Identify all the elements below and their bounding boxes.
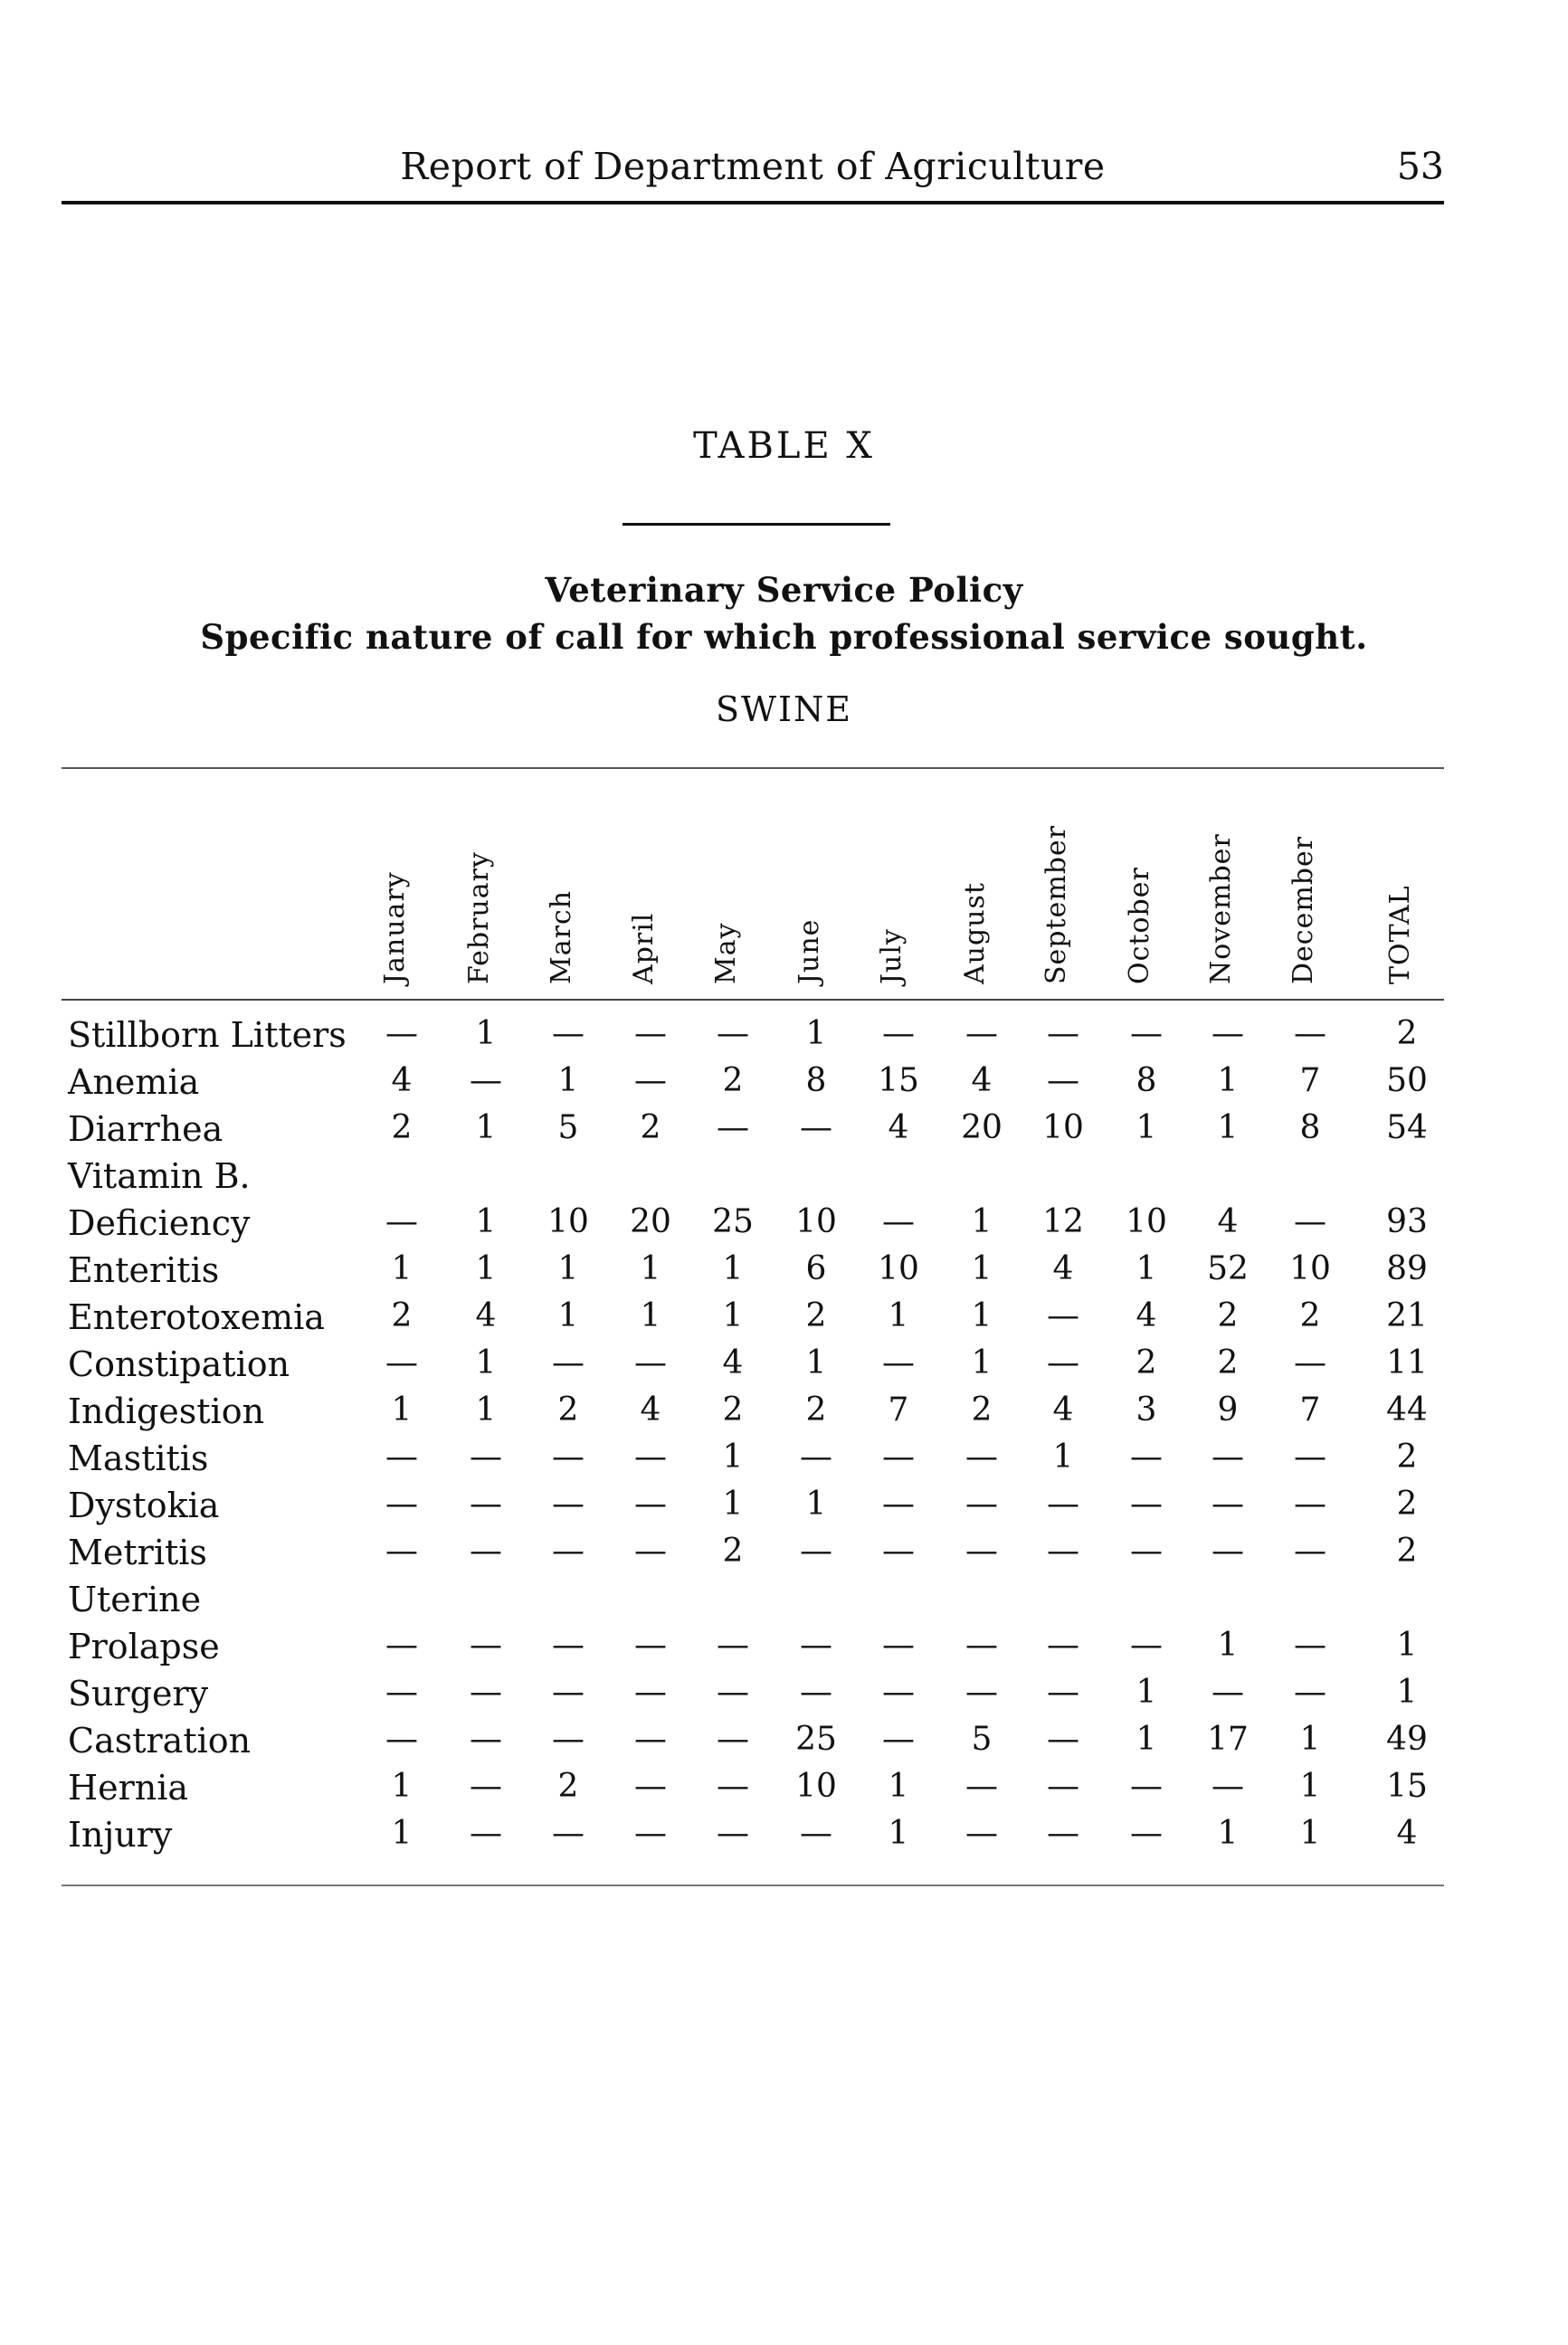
- page-number: 53: [1396, 145, 1444, 188]
- row-label: Stillborn Litters: [68, 1015, 347, 1055]
- table-cell: —: [1294, 1344, 1326, 1381]
- table-cell: —: [1130, 1438, 1163, 1476]
- table-cell: —: [800, 1438, 832, 1476]
- table-cell: —: [385, 1721, 418, 1758]
- table-cell: —: [882, 1203, 915, 1240]
- table-cell: —: [634, 1815, 667, 1852]
- table-cell: —: [1212, 1486, 1244, 1523]
- table-cell: —: [965, 1674, 998, 1711]
- table-cell: 54: [1386, 1109, 1428, 1146]
- table-cell: 4: [640, 1391, 661, 1429]
- table-row: [0, 1580, 1568, 1627]
- table-cell: 12: [1042, 1203, 1084, 1240]
- table-cell: —: [470, 1438, 502, 1476]
- table-cell: —: [717, 1721, 749, 1758]
- table-cell: 1: [557, 1250, 579, 1287]
- table-cell: 4: [1217, 1203, 1239, 1240]
- row-label: Diarrhea: [68, 1109, 223, 1149]
- row-label: Dystokia: [68, 1486, 220, 1525]
- row-label: Uterine: [68, 1580, 202, 1619]
- table-cell: 1: [971, 1344, 993, 1381]
- table-cell: —: [1047, 1297, 1079, 1334]
- table-cell: 1: [971, 1203, 993, 1240]
- row-label: Surgery: [68, 1674, 209, 1714]
- table-cell: 1: [722, 1250, 744, 1287]
- table-cell: —: [882, 1015, 915, 1052]
- table-cell: 10: [1289, 1250, 1331, 1287]
- table-cell: 1: [391, 1815, 413, 1852]
- table-cell: 1: [971, 1250, 993, 1287]
- table-cell: —: [385, 1203, 418, 1240]
- table-cell: 7: [888, 1391, 909, 1429]
- table-row: [0, 1156, 1568, 1203]
- table-cell: 3: [1136, 1391, 1157, 1429]
- table-cell: 1: [475, 1250, 497, 1287]
- table-cell: —: [634, 1768, 667, 1805]
- table-title: TABLE X: [693, 425, 875, 467]
- table-cell: 93: [1386, 1203, 1428, 1240]
- column-header-label: October: [1124, 867, 1155, 984]
- table-cell: —: [965, 1768, 998, 1805]
- table-cell: 1: [1217, 1062, 1239, 1099]
- table-cell: —: [965, 1815, 998, 1852]
- table-cell: —: [965, 1015, 998, 1052]
- table-cell: 1: [557, 1297, 579, 1334]
- table-cell: 8: [805, 1062, 827, 1099]
- table-cell: 1: [557, 1062, 579, 1099]
- table-cell: —: [1130, 1533, 1163, 1570]
- table-cell: —: [552, 1438, 584, 1476]
- table-cell: 4: [475, 1297, 497, 1334]
- table-cell: 2: [1136, 1344, 1157, 1381]
- table-cell: 2: [722, 1391, 744, 1429]
- table-cell: —: [1047, 1768, 1079, 1805]
- table-cell: 1: [1217, 1109, 1239, 1146]
- table-cell: 20: [630, 1203, 671, 1240]
- column-header-label: January: [379, 871, 411, 984]
- table-subtitle: Veterinary Service Policy: [545, 570, 1023, 610]
- table-cell: —: [1294, 1015, 1326, 1052]
- table-cell: —: [385, 1674, 418, 1711]
- column-header-label: March: [546, 889, 577, 984]
- column-header-label: May: [710, 922, 742, 984]
- table-cell: —: [1294, 1533, 1326, 1570]
- table-cell: 50: [1386, 1062, 1428, 1099]
- table-cell: 1: [1299, 1721, 1321, 1758]
- table-cell: 4: [722, 1344, 744, 1381]
- row-label: Enterotoxemia: [68, 1297, 325, 1337]
- table-cell: —: [634, 1438, 667, 1476]
- table-cell: 49: [1386, 1721, 1428, 1758]
- table-cell: —: [1130, 1486, 1163, 1523]
- table-cell: 44: [1386, 1391, 1428, 1429]
- table-cell: 52: [1207, 1250, 1249, 1287]
- row-label: Indigestion: [68, 1391, 265, 1431]
- column-header-label: June: [794, 918, 825, 984]
- table-cell: 5: [971, 1721, 993, 1758]
- table-cell: —: [470, 1674, 502, 1711]
- row-label: Prolapse: [68, 1627, 220, 1666]
- table-cell: —: [552, 1815, 584, 1852]
- row-label: Metritis: [68, 1533, 207, 1572]
- title-divider: [622, 523, 890, 526]
- table-cell: —: [552, 1533, 584, 1570]
- table-cell: 1: [475, 1391, 497, 1429]
- table-cell: 15: [1386, 1768, 1428, 1805]
- table-cell: —: [717, 1109, 749, 1146]
- table-cell: —: [882, 1438, 915, 1476]
- table-cell: 1: [1136, 1674, 1157, 1711]
- table-cell: 1: [1396, 1627, 1418, 1664]
- table-cell: —: [1047, 1344, 1079, 1381]
- table-cell: 8: [1136, 1062, 1157, 1099]
- table-cell: 1: [805, 1486, 827, 1523]
- table-description: Specific nature of call for which professional service sought.: [200, 617, 1368, 657]
- table-cell: —: [717, 1674, 749, 1711]
- table-cell: 1: [1299, 1768, 1321, 1805]
- table-cell: —: [470, 1062, 502, 1099]
- table-cell: —: [385, 1533, 418, 1570]
- row-label: Vitamin B.: [68, 1156, 251, 1196]
- table-cell: 2: [1396, 1015, 1418, 1052]
- table-cell: —: [1047, 1533, 1079, 1570]
- table-cell: 2: [1217, 1297, 1239, 1334]
- table-row: [0, 1015, 1568, 1062]
- table-cell: —: [1047, 1815, 1079, 1852]
- table-cell: 2: [722, 1062, 744, 1099]
- row-label: Mastitis: [68, 1438, 209, 1478]
- table-row: [0, 1768, 1568, 1815]
- table-cell: 1: [805, 1015, 827, 1052]
- table-cell: 2: [1396, 1438, 1418, 1476]
- table-bottom-rule: [62, 1885, 1444, 1886]
- table-cell: —: [552, 1344, 584, 1381]
- table-cell: 89: [1386, 1250, 1428, 1287]
- table-cell: 4: [888, 1109, 909, 1146]
- table-cell: —: [634, 1533, 667, 1570]
- table-cell: 1: [391, 1768, 413, 1805]
- table-cell: —: [552, 1486, 584, 1523]
- table-cell: 6: [805, 1250, 827, 1287]
- table-cell: —: [1047, 1486, 1079, 1523]
- table-cell: 10: [795, 1768, 837, 1805]
- table-cell: 10: [1042, 1109, 1084, 1146]
- table-cell: —: [1294, 1438, 1326, 1476]
- table-cell: 1: [1136, 1109, 1157, 1146]
- table-cell: 25: [712, 1203, 754, 1240]
- section-heading: SWINE: [715, 689, 853, 729]
- table-cell: 1: [475, 1015, 497, 1052]
- row-label: Hernia: [68, 1768, 189, 1808]
- table-cell: 10: [1126, 1203, 1167, 1240]
- column-header-label: November: [1205, 833, 1237, 984]
- table-row: [0, 1815, 1568, 1862]
- table-cell: 8: [1299, 1109, 1321, 1146]
- table-cell: 4: [1052, 1391, 1074, 1429]
- table-row: [0, 1297, 1568, 1344]
- table-cell: —: [634, 1674, 667, 1711]
- table-cell: 4: [391, 1062, 413, 1099]
- table-cell: 1: [888, 1768, 909, 1805]
- table-cell: 25: [795, 1721, 837, 1758]
- table-row: [0, 1438, 1568, 1486]
- table-cell: —: [717, 1815, 749, 1852]
- table-cell: —: [717, 1768, 749, 1805]
- table-cell: —: [882, 1486, 915, 1523]
- table-cell: 7: [1299, 1062, 1321, 1099]
- table-cell: 1: [1052, 1438, 1074, 1476]
- column-header-label: August: [959, 882, 991, 984]
- table-cell: —: [634, 1486, 667, 1523]
- table-cell: 2: [1396, 1533, 1418, 1570]
- table-cell: —: [800, 1533, 832, 1570]
- table-cell: 1: [1217, 1627, 1239, 1664]
- table-cell: —: [1047, 1721, 1079, 1758]
- row-label: Deficiency: [68, 1203, 251, 1243]
- table-cell: 4: [971, 1062, 993, 1099]
- table-cell: 1: [391, 1250, 413, 1287]
- column-header-label: September: [1041, 824, 1072, 984]
- table-cell: —: [1294, 1674, 1326, 1711]
- table-cell: —: [1047, 1015, 1079, 1052]
- column-header-label: April: [628, 912, 660, 984]
- table-cell: 1: [1217, 1815, 1239, 1852]
- table-row: [0, 1627, 1568, 1674]
- table-cell: 20: [961, 1109, 1003, 1146]
- table-cell: —: [882, 1721, 915, 1758]
- table-cell: —: [1294, 1486, 1326, 1523]
- row-label: Constipation: [68, 1344, 290, 1384]
- table-cell: 5: [557, 1109, 579, 1146]
- table-cell: 2: [557, 1768, 579, 1805]
- column-header-label: December: [1288, 835, 1319, 984]
- table-cell: —: [1047, 1674, 1079, 1711]
- table-cell: —: [552, 1015, 584, 1052]
- page-header: [62, 145, 1444, 199]
- table-cell: —: [965, 1438, 998, 1476]
- table-cell: 4: [1052, 1250, 1074, 1287]
- table-cell: 2: [1396, 1486, 1418, 1523]
- table-cell: 10: [547, 1203, 589, 1240]
- table-cell: 1: [722, 1486, 744, 1523]
- table-row: [0, 1062, 1568, 1109]
- header-bottom-rule: [62, 999, 1444, 1001]
- table-cell: 1: [1136, 1721, 1157, 1758]
- table-cell: 1: [722, 1438, 744, 1476]
- table-cell: —: [1130, 1768, 1163, 1805]
- table-cell: 2: [805, 1391, 827, 1429]
- table-cell: —: [1212, 1015, 1244, 1052]
- table-cell: 2: [640, 1109, 661, 1146]
- table-cell: 2: [805, 1297, 827, 1334]
- table-cell: —: [965, 1486, 998, 1523]
- table-cell: —: [1130, 1627, 1163, 1664]
- table-cell: 2: [557, 1391, 579, 1429]
- table-cell: 10: [795, 1203, 837, 1240]
- table-cell: 1: [640, 1297, 661, 1334]
- table-row: [0, 1391, 1568, 1438]
- table-cell: 1: [971, 1297, 993, 1334]
- table-cell: 9: [1217, 1391, 1239, 1429]
- table-cell: 1: [475, 1109, 497, 1146]
- table-cell: —: [1212, 1768, 1244, 1805]
- table-cell: 2: [722, 1533, 744, 1570]
- table-cell: 2: [1217, 1344, 1239, 1381]
- table-cell: —: [800, 1109, 832, 1146]
- column-header-label: TOTAL: [1384, 885, 1416, 984]
- table-cell: 1: [475, 1203, 497, 1240]
- table-cell: —: [470, 1815, 502, 1852]
- column-header-label: July: [876, 928, 908, 984]
- table-cell: —: [470, 1533, 502, 1570]
- table-cell: —: [552, 1674, 584, 1711]
- table-cell: —: [800, 1815, 832, 1852]
- column-header-label: February: [463, 851, 495, 984]
- table-cell: —: [634, 1627, 667, 1664]
- table-cell: 1: [722, 1297, 744, 1334]
- table-cell: 17: [1207, 1721, 1249, 1758]
- table-cell: —: [385, 1344, 418, 1381]
- table-cell: —: [1294, 1203, 1326, 1240]
- table-cell: 1: [1136, 1250, 1157, 1287]
- table-cell: —: [385, 1015, 418, 1052]
- table-cell: —: [385, 1438, 418, 1476]
- table-cell: —: [634, 1344, 667, 1381]
- table-cell: —: [717, 1015, 749, 1052]
- table-cell: —: [965, 1627, 998, 1664]
- table-cell: —: [385, 1627, 418, 1664]
- table-cell: 1: [888, 1297, 909, 1334]
- table-cell: —: [1212, 1674, 1244, 1711]
- row-label: Enteritis: [68, 1250, 220, 1290]
- table-cell: —: [470, 1768, 502, 1805]
- header-rule: [62, 201, 1444, 204]
- table-cell: 2: [391, 1297, 413, 1334]
- table-cell: 2: [971, 1391, 993, 1429]
- table-row: [0, 1109, 1568, 1156]
- table-cell: —: [1130, 1015, 1163, 1052]
- table-cell: 2: [391, 1109, 413, 1146]
- table-cell: —: [552, 1627, 584, 1664]
- table-cell: 1: [391, 1391, 413, 1429]
- table-cell: 2: [1299, 1297, 1321, 1334]
- table-cell: —: [552, 1721, 584, 1758]
- table-cell: —: [800, 1627, 832, 1664]
- report-title: Report of Department of Agriculture: [400, 145, 1106, 188]
- table-cell: 21: [1386, 1297, 1428, 1334]
- table-cell: —: [1212, 1533, 1244, 1570]
- table-cell: 10: [878, 1250, 919, 1287]
- table-top-rule: [62, 767, 1444, 769]
- table-cell: —: [634, 1721, 667, 1758]
- table-cell: —: [1130, 1815, 1163, 1852]
- table-cell: 7: [1299, 1391, 1321, 1429]
- table-cell: 1: [475, 1344, 497, 1381]
- table-cell: —: [1047, 1062, 1079, 1099]
- table-row: [0, 1250, 1568, 1297]
- table-cell: —: [1047, 1627, 1079, 1664]
- table-cell: —: [385, 1486, 418, 1523]
- table-cell: 1: [1396, 1674, 1418, 1711]
- row-label: Injury: [68, 1815, 173, 1855]
- table-cell: 1: [805, 1344, 827, 1381]
- table-cell: 1: [640, 1250, 661, 1287]
- table-cell: —: [800, 1674, 832, 1711]
- table-cell: 1: [888, 1815, 909, 1852]
- table-cell: —: [882, 1674, 915, 1711]
- table-cell: —: [634, 1062, 667, 1099]
- table-row: [0, 1203, 1568, 1250]
- table-cell: —: [470, 1721, 502, 1758]
- table-cell: —: [882, 1627, 915, 1664]
- row-label: Anemia: [68, 1062, 200, 1102]
- row-label: Castration: [68, 1721, 252, 1761]
- table-cell: —: [470, 1627, 502, 1664]
- table-cell: 4: [1136, 1297, 1157, 1334]
- table-cell: —: [717, 1627, 749, 1664]
- table-cell: 1: [1299, 1815, 1321, 1852]
- table-row: [0, 1344, 1568, 1391]
- table-cell: —: [634, 1015, 667, 1052]
- table-cell: —: [882, 1533, 915, 1570]
- table-cell: —: [1212, 1438, 1244, 1476]
- table-cell: 4: [1396, 1815, 1418, 1852]
- table-cell: —: [965, 1533, 998, 1570]
- table-row: [0, 1674, 1568, 1721]
- table-cell: 11: [1386, 1344, 1428, 1381]
- table-cell: —: [882, 1344, 915, 1381]
- table-cell: 15: [878, 1062, 919, 1099]
- table-row: [0, 1721, 1568, 1768]
- table-row: [0, 1486, 1568, 1533]
- table-cell: —: [1294, 1627, 1326, 1664]
- table-cell: —: [470, 1486, 502, 1523]
- table-row: [0, 1533, 1568, 1580]
